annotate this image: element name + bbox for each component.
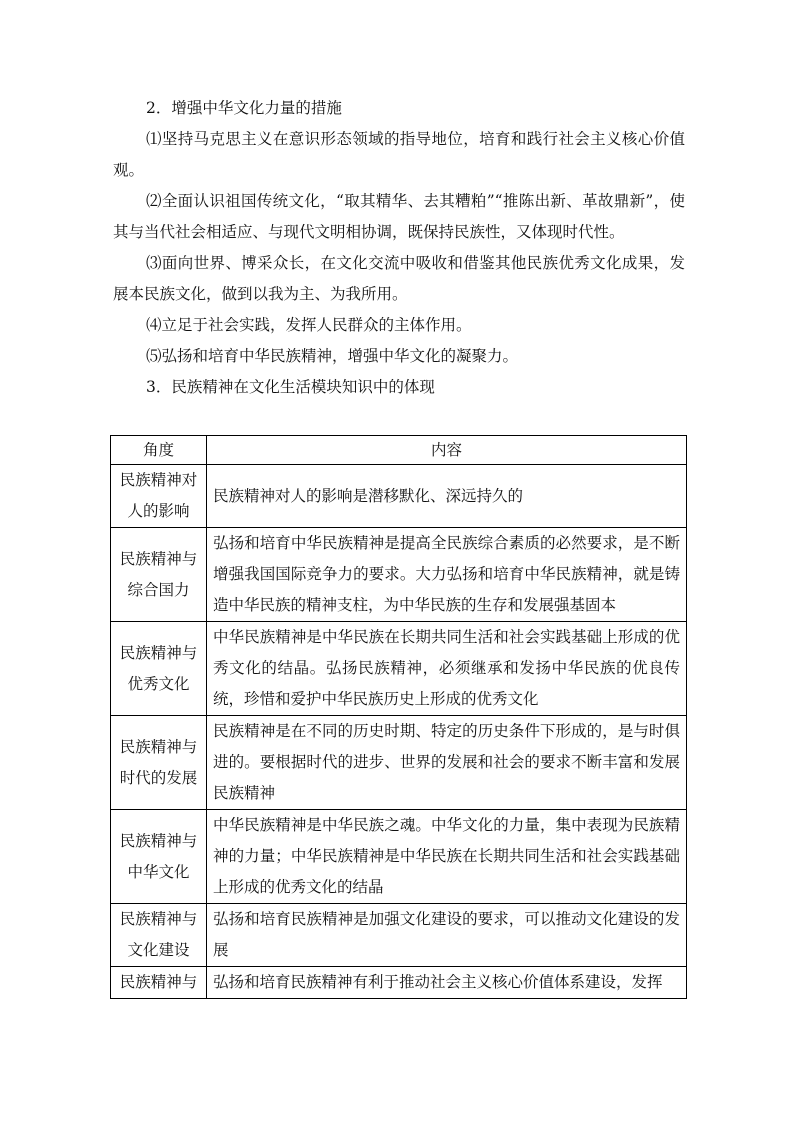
table-row (111, 967, 687, 999)
angle-cell: 民族精神与中华文化 (111, 810, 207, 904)
angle-cell: 民族精神与文化建设 (111, 904, 207, 967)
section-3-heading: 3．民族精神在文化生活模块知识中的体现 (146, 378, 435, 396)
section-2-heading: 2．增强中华文化力量的措施 (146, 99, 342, 117)
measure-item-1: ⑴坚持马克思主义在意识形态领域的指导地位，培育和践行社会主义核心价值观。 (113, 130, 685, 179)
national-spirit-table (110, 435, 687, 999)
content-cell: 弘扬和培育民族精神有利于推动社会主义核心价值体系建设，发挥 (207, 967, 687, 999)
table-row (111, 904, 687, 967)
table-row (111, 465, 687, 528)
angle-cell: 民族精神与时代的发展 (111, 716, 207, 810)
angle-cell: 民族精神对人的影响 (111, 465, 207, 528)
table-row (111, 716, 687, 810)
measure-item-3: ⑶面向世界、博采众长，在文化交流中吸收和借鉴其他民族优秀文化成果，发展本民族文化，做到以我为主、为我所用。 (113, 254, 685, 303)
table-row (111, 810, 687, 904)
table-header-row (111, 436, 687, 465)
table-row (111, 622, 687, 716)
measure-item-5: ⑸弘扬和培育中华民族精神，增强中华文化的凝聚力。 (146, 347, 519, 365)
measure-item-2: ⑵全面认识祖国传统文化，“取其精华、去其糟粕”“推陈出新、革故鼎新”，使其与当代社会相适应、与现代文明相协调，既保持民族性，又体现时代性。 (113, 192, 685, 241)
content-cell: 中华民族精神是中华民族之魂。中华文化的力量，集中表现为民族精神的力量；中华民族精神是中华民族在长期共同生活和社会实践基础上形成的优秀文化的结晶 (207, 810, 687, 904)
angle-cell: 民族精神与综合国力 (111, 528, 207, 622)
table-row (111, 528, 687, 622)
content-cell: 弘扬和培育民族精神是加强文化建设的要求，可以推动文化建设的发展 (207, 904, 687, 967)
measure-item-4: ⑷立足于社会实践，发挥人民群众的主体作用。 (146, 316, 472, 334)
header-content: 内容 (207, 436, 687, 465)
header-angle: 角度 (111, 436, 207, 465)
content-cell: 弘扬和培育中华民族精神是提高全民族综合素质的必然要求，是不断增强我国国际竞争力的要求。大力弘扬和培育中华民族精神，就是铸造中华民族的精神支柱，为中华民族的生存和发展强基固本 (207, 528, 687, 622)
angle-cell: 民族精神与优秀文化 (111, 622, 207, 716)
content-cell: 民族精神是在不同的历史时期、特定的历史条件下形成的，是与时俱进的。要根据时代的进步、世界的发展和社会的要求不断丰富和发展民族精神 (207, 716, 687, 810)
content-cell: 民族精神对人的影响是潜移默化、深远持久的 (207, 465, 687, 528)
content-cell: 中华民族精神是中华民族在长期共同生活和社会实践基础上形成的优秀文化的结晶。弘扬民族精神，必须继承和发扬中华民族的优良传统，珍惜和爱护中华民族历史上形成的优秀文化 (207, 622, 687, 716)
angle-cell: 民族精神与 (111, 967, 207, 999)
